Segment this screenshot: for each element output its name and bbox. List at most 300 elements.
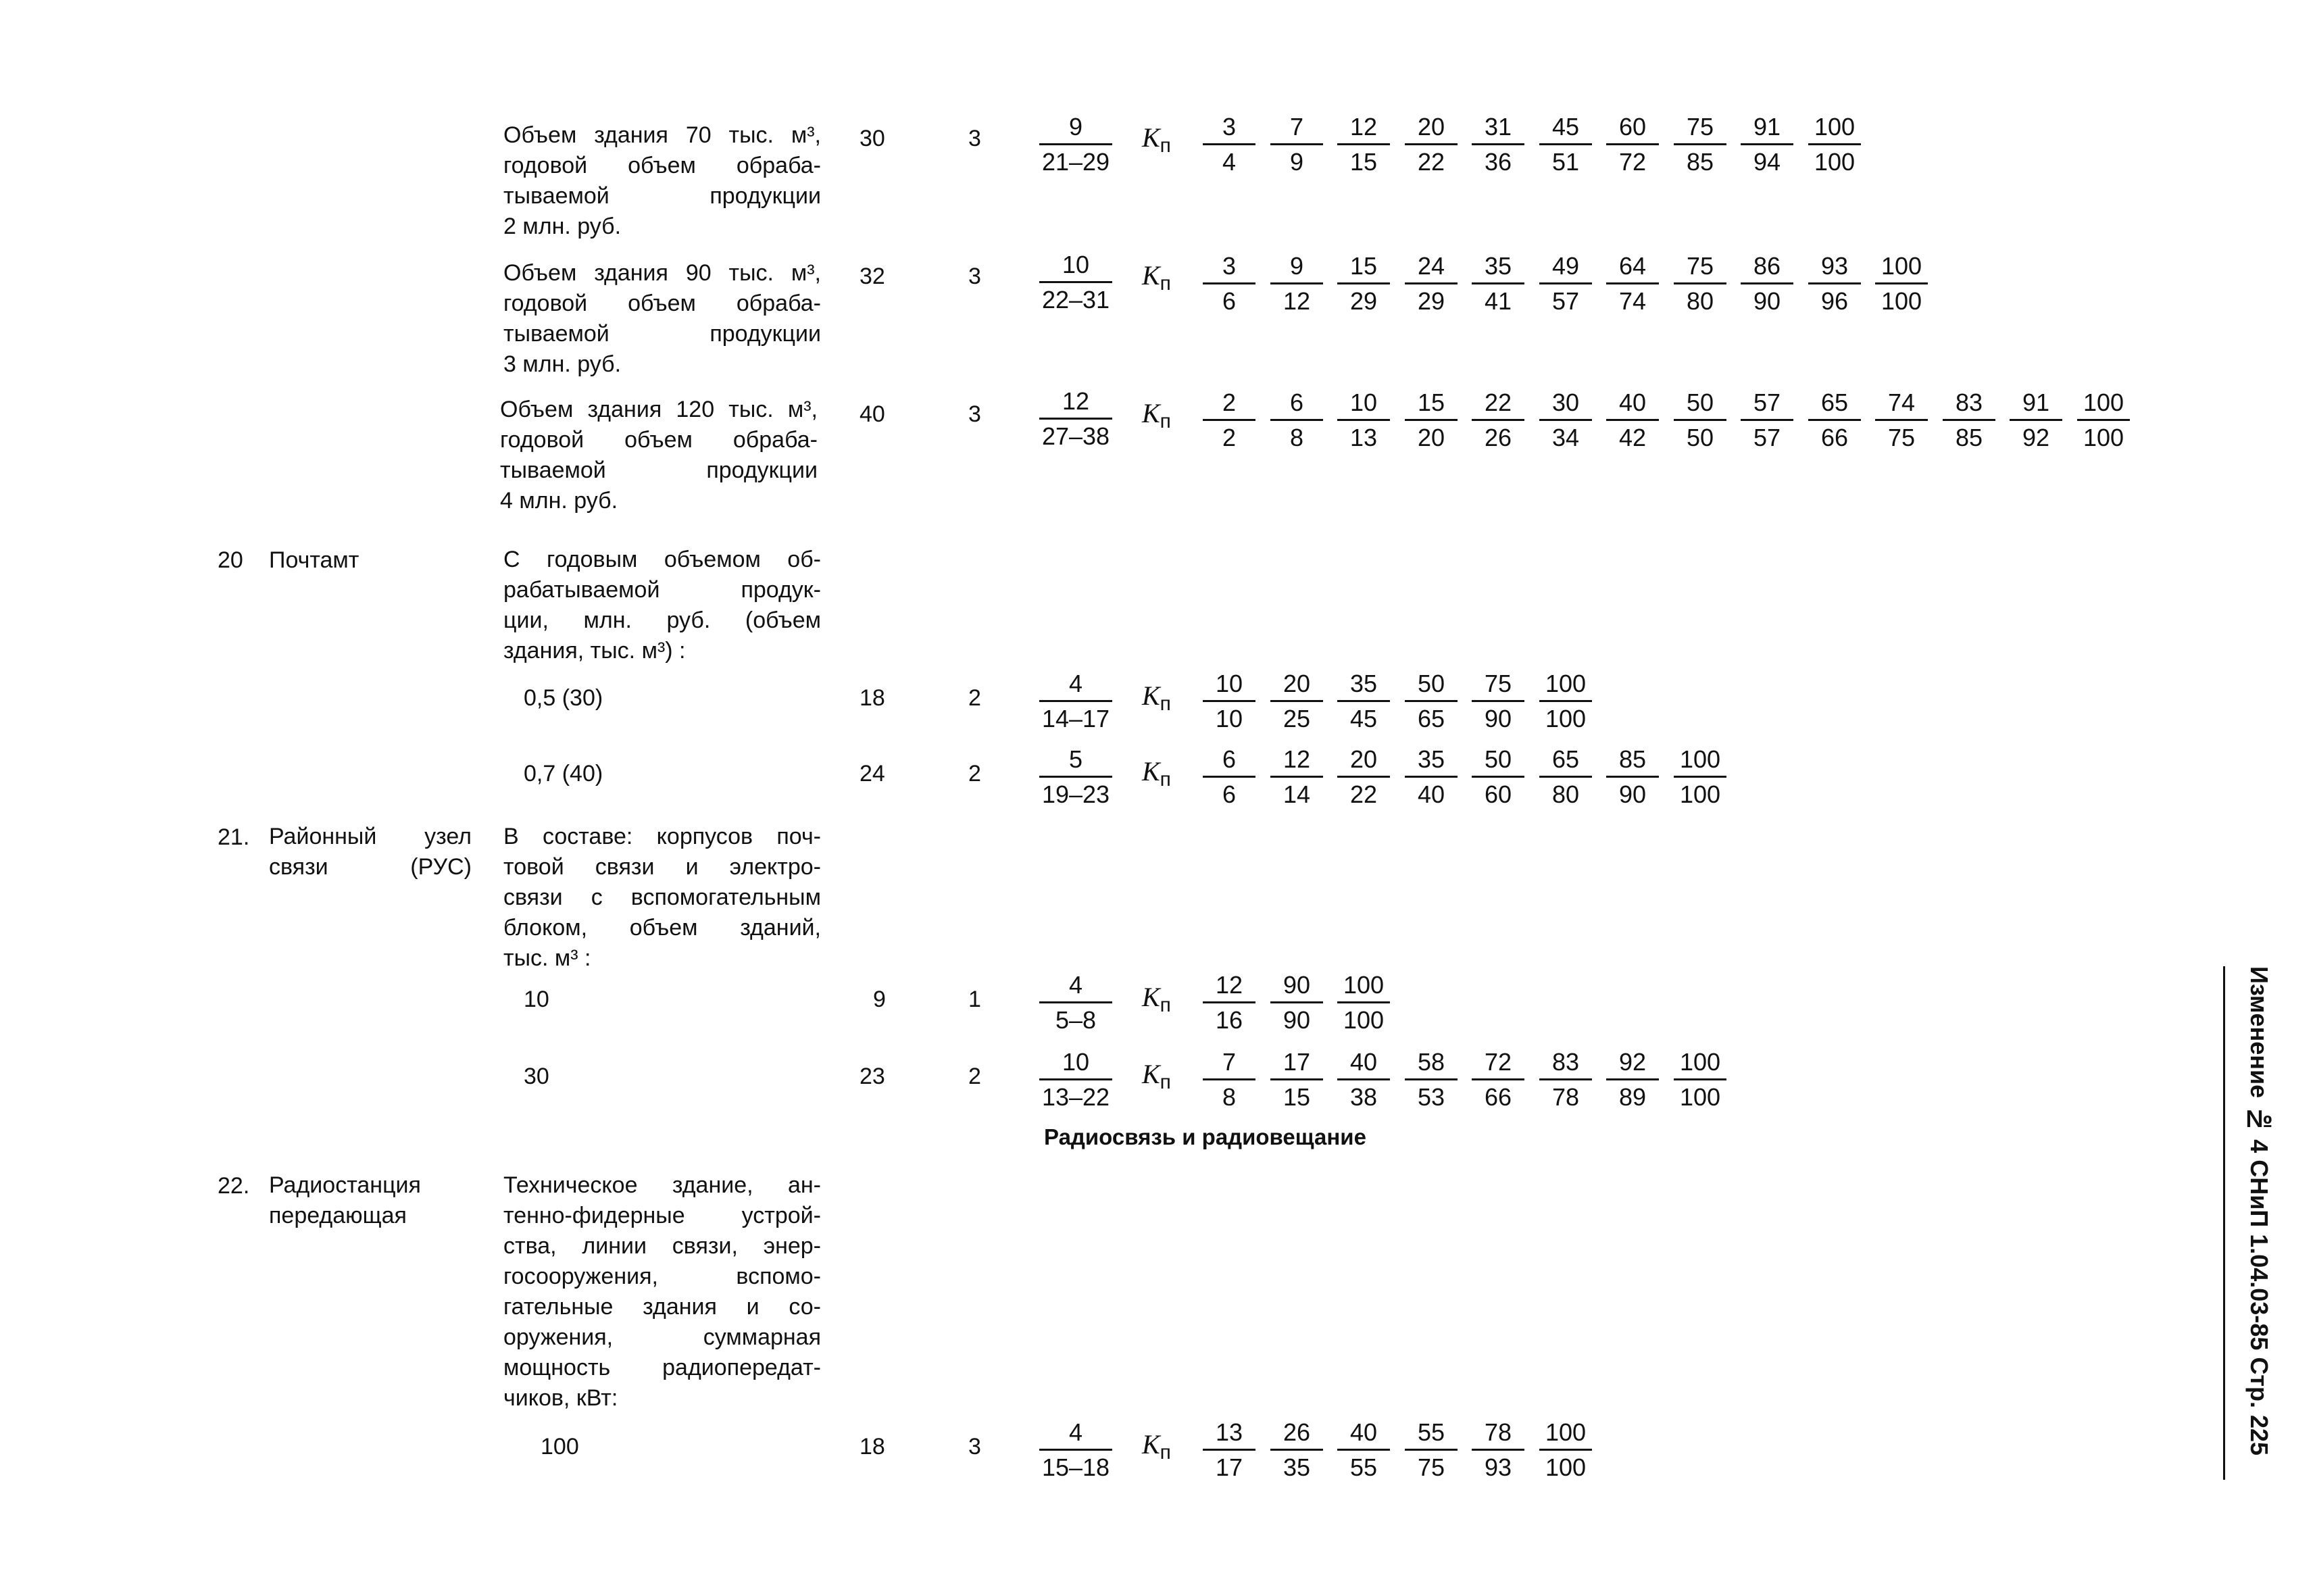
coefficient-fraction bbox=[1199, 970, 1260, 1035]
coefficient-fraction bbox=[1535, 669, 1596, 734]
desc-line: тываемой продукции bbox=[503, 321, 821, 347]
value-col-2: 3 bbox=[968, 1434, 981, 1460]
value-col-1: 24 bbox=[860, 761, 885, 787]
coefficient-fraction bbox=[1670, 388, 1731, 453]
coefficient-fraction bbox=[1468, 251, 1528, 316]
fraction-denominator: 80 bbox=[1551, 780, 1580, 808]
desc-line: оружения, суммарная bbox=[503, 1324, 821, 1350]
desc-line: товой связи и электро- bbox=[503, 854, 821, 880]
fraction-numerator: 58 bbox=[1417, 1048, 1445, 1076]
fraction-numerator: 20 bbox=[1349, 745, 1378, 773]
fraction-denominator: 100 bbox=[1679, 780, 1721, 808]
fraction-denominator: 4 bbox=[1222, 148, 1237, 176]
coefficient-fraction bbox=[2073, 388, 2134, 453]
fraction-denominator: 57 bbox=[1551, 287, 1580, 315]
fraction-denominator: 100 bbox=[1679, 1083, 1721, 1111]
desc-line: В составе: корпусов поч- bbox=[503, 824, 821, 849]
fraction-numerator: 100 bbox=[1881, 252, 1922, 280]
fraction-denominator: 85 bbox=[1955, 424, 1983, 451]
coefficient-fraction bbox=[1266, 745, 1327, 809]
item-number: 20 bbox=[218, 547, 243, 573]
fraction-denominator: 25 bbox=[1283, 705, 1311, 732]
fraction-denominator: 27–38 bbox=[1041, 422, 1110, 450]
fraction-denominator: 42 bbox=[1618, 424, 1647, 451]
side-label: Изменение № 4 СНиП 1.04.03-85 Стр. 225 bbox=[2245, 966, 2273, 1456]
coefficient-fraction bbox=[1670, 745, 1731, 809]
fraction-numerator: 20 bbox=[1417, 113, 1445, 141]
fraction-numerator: 100 bbox=[1545, 670, 1587, 697]
fraction-numerator: 35 bbox=[1349, 670, 1378, 697]
fraction-numerator: 72 bbox=[1484, 1048, 1512, 1076]
desc-line: годовой объем обраба- bbox=[500, 427, 818, 453]
fraction-denominator: 100 bbox=[1545, 705, 1587, 732]
kp-symbol: $К_п$ bbox=[1142, 122, 1171, 157]
coefficient-fraction bbox=[1602, 112, 1663, 177]
fraction-denominator: 90 bbox=[1484, 705, 1512, 732]
desc-line: здания, тыс. м³) : bbox=[503, 638, 686, 664]
fraction-denominator: 90 bbox=[1618, 780, 1647, 808]
fraction-denominator: 21–29 bbox=[1041, 148, 1110, 176]
coefficient-fraction bbox=[1468, 745, 1528, 809]
value-col-1: 30 bbox=[860, 126, 885, 151]
value-col-2: 1 bbox=[968, 987, 981, 1012]
sub-item-value: 30 bbox=[524, 1064, 549, 1089]
fraction-numerator: 22 bbox=[1484, 389, 1512, 416]
coefficient-fraction bbox=[1199, 1047, 1260, 1112]
fraction-numerator: 10 bbox=[1062, 251, 1090, 278]
coefficient-fraction bbox=[1939, 388, 1999, 453]
kp-symbol: $К_п$ bbox=[1142, 680, 1171, 715]
fraction-numerator: 20 bbox=[1283, 670, 1311, 697]
coefficient-fraction bbox=[1199, 745, 1260, 809]
coefficient-fraction bbox=[1266, 251, 1327, 316]
fraction-denominator: 6 bbox=[1222, 780, 1237, 808]
fraction-denominator: 74 bbox=[1618, 287, 1647, 315]
fraction-numerator: 6 bbox=[1289, 389, 1304, 416]
fraction-numerator: 65 bbox=[1551, 745, 1580, 773]
desc-line: рабатываемой продук- bbox=[503, 577, 821, 603]
fraction-denominator: 100 bbox=[1814, 148, 1856, 176]
fraction-numerator: 15 bbox=[1349, 252, 1378, 280]
fraction-numerator: 7 bbox=[1222, 1048, 1237, 1076]
desc-line: тываемой продукции bbox=[503, 183, 821, 209]
fraction-denominator: 9 bbox=[1289, 148, 1304, 176]
coefficient-fraction bbox=[1535, 745, 1596, 809]
fraction-denominator: 29 bbox=[1349, 287, 1378, 315]
section-heading: Радиосвязь и радиовещание bbox=[1044, 1124, 1366, 1149]
value-col-2: 2 bbox=[968, 685, 981, 711]
coefficient-fraction bbox=[1737, 251, 1797, 316]
fraction-numerator: 100 bbox=[1545, 1418, 1587, 1446]
item-name bbox=[269, 1170, 421, 1231]
fraction-denominator: 80 bbox=[1686, 287, 1714, 315]
main-fraction bbox=[1035, 250, 1116, 315]
coefficient-fraction bbox=[1871, 251, 1932, 316]
coefficient-fraction bbox=[1266, 669, 1327, 734]
fraction-denominator: 34 bbox=[1551, 424, 1580, 451]
fraction-numerator: 10 bbox=[1215, 670, 1243, 697]
fraction-denominator: 60 bbox=[1484, 780, 1512, 808]
sub-item-value: 0,7 (40) bbox=[524, 761, 603, 787]
coefficient-fraction bbox=[1199, 112, 1260, 177]
fraction-numerator: 24 bbox=[1417, 252, 1445, 280]
coefficient-fraction bbox=[1670, 1047, 1731, 1112]
desc-line: С годовым объемом об- bbox=[503, 547, 821, 572]
desc-line: Объем здания 120 тыс. м³, bbox=[500, 397, 818, 422]
fraction-numerator: 75 bbox=[1484, 670, 1512, 697]
desc-line: чиков, кВт: bbox=[503, 1385, 618, 1411]
desc-line: Объем здания 70 тыс. м³, bbox=[503, 122, 821, 148]
coefficient-fraction bbox=[1535, 1418, 1596, 1482]
coefficient-fraction bbox=[1401, 388, 1462, 453]
coefficient-fraction bbox=[1602, 1047, 1663, 1112]
coefficient-fraction bbox=[1199, 388, 1260, 453]
row-description bbox=[503, 258, 821, 380]
desc-line: 3 млн. руб. bbox=[503, 351, 622, 377]
coefficient-fraction bbox=[1401, 251, 1462, 316]
fraction-denominator: 29 bbox=[1417, 287, 1445, 315]
fraction-denominator: 15 bbox=[1349, 148, 1378, 176]
fraction-numerator: 3 bbox=[1222, 113, 1237, 141]
fraction-numerator: 12 bbox=[1215, 971, 1243, 999]
coefficient-fraction bbox=[1333, 669, 1394, 734]
fraction-numerator: 30 bbox=[1551, 389, 1580, 416]
coefficient-fraction bbox=[1602, 388, 1663, 453]
item-name: Почтамт bbox=[269, 547, 359, 573]
coefficient-fraction bbox=[1468, 669, 1528, 734]
fraction-numerator: 91 bbox=[1753, 113, 1781, 141]
desc-line: годовой объем обраба- bbox=[503, 153, 821, 178]
desc-line: госооружения, вспомо- bbox=[503, 1264, 821, 1289]
row-description bbox=[503, 545, 821, 666]
fraction-numerator: 13 bbox=[1215, 1418, 1243, 1446]
fraction-numerator: 75 bbox=[1686, 113, 1714, 141]
coefficient-fraction bbox=[2006, 388, 2066, 453]
fraction-numerator: 100 bbox=[2083, 389, 2124, 416]
coefficient-fraction bbox=[1266, 970, 1327, 1035]
coefficient-fraction bbox=[1333, 745, 1394, 809]
coefficient-fraction bbox=[1333, 970, 1394, 1035]
fraction-numerator: 2 bbox=[1222, 389, 1237, 416]
sub-item-value: 10 bbox=[524, 987, 549, 1012]
value-col-1: 23 bbox=[860, 1064, 885, 1089]
fraction-numerator: 83 bbox=[1955, 389, 1983, 416]
fraction-denominator: 19–23 bbox=[1041, 780, 1110, 808]
coefficient-fraction bbox=[1401, 112, 1462, 177]
fraction-denominator: 90 bbox=[1283, 1006, 1311, 1034]
desc-line: ции, млн. руб. (объем bbox=[503, 607, 821, 633]
coefficient-fraction bbox=[1535, 1047, 1596, 1112]
value-col-1: 18 bbox=[860, 1434, 885, 1460]
coefficient-fraction bbox=[1266, 388, 1327, 453]
fraction-numerator: 10 bbox=[1349, 389, 1378, 416]
fraction-denominator: 100 bbox=[1545, 1453, 1587, 1481]
desc-line: тенно-фидерные устрой- bbox=[503, 1203, 821, 1228]
coefficient-fraction bbox=[1804, 112, 1865, 177]
fraction-numerator: 45 bbox=[1551, 113, 1580, 141]
fraction-numerator: 57 bbox=[1753, 389, 1781, 416]
coefficient-fraction bbox=[1266, 1418, 1327, 1482]
main-fraction bbox=[1035, 1047, 1116, 1112]
coefficient-fraction bbox=[1199, 1418, 1260, 1482]
coefficient-fraction bbox=[1535, 388, 1596, 453]
fraction-numerator: 92 bbox=[1618, 1048, 1647, 1076]
coefficient-fraction bbox=[1602, 251, 1663, 316]
desc-line: Объем здания 90 тыс. м³, bbox=[503, 260, 821, 286]
value-col-2: 2 bbox=[968, 1064, 981, 1089]
fraction-numerator: 86 bbox=[1753, 252, 1781, 280]
coefficient-fraction bbox=[1737, 388, 1797, 453]
value-col-2: 3 bbox=[968, 401, 981, 427]
fraction-denominator: 94 bbox=[1753, 148, 1781, 176]
fraction-denominator: 22 bbox=[1349, 780, 1378, 808]
fraction-numerator: 31 bbox=[1484, 113, 1512, 141]
fraction-numerator: 100 bbox=[1343, 971, 1385, 999]
fraction-numerator: 12 bbox=[1349, 113, 1378, 141]
fraction-numerator: 9 bbox=[1289, 252, 1304, 280]
value-col-1: 40 bbox=[860, 401, 885, 427]
fraction-denominator: 50 bbox=[1686, 424, 1714, 451]
kp-symbol: $К_п$ bbox=[1142, 260, 1171, 295]
fraction-numerator: 65 bbox=[1820, 389, 1849, 416]
fraction-denominator: 85 bbox=[1686, 148, 1714, 176]
row-description bbox=[500, 395, 818, 516]
fraction-numerator: 55 bbox=[1417, 1418, 1445, 1446]
fraction-numerator: 15 bbox=[1417, 389, 1445, 416]
fraction-numerator: 78 bbox=[1484, 1418, 1512, 1446]
coefficient-fraction bbox=[1266, 1047, 1327, 1112]
fraction-denominator: 36 bbox=[1484, 148, 1512, 176]
fraction-numerator: 40 bbox=[1349, 1048, 1378, 1076]
desc-line: гательные здания и со- bbox=[503, 1294, 821, 1320]
fraction-numerator: 83 bbox=[1551, 1048, 1580, 1076]
fraction-denominator: 72 bbox=[1618, 148, 1647, 176]
sub-item-value: 100 bbox=[541, 1434, 579, 1460]
desc-line: 2 млн. руб. bbox=[503, 214, 622, 239]
fraction-denominator: 66 bbox=[1484, 1083, 1512, 1111]
fraction-denominator: 35 bbox=[1283, 1453, 1311, 1481]
coefficient-fraction bbox=[1804, 388, 1865, 453]
coefficient-fraction bbox=[1535, 112, 1596, 177]
fraction-numerator: 93 bbox=[1820, 252, 1849, 280]
fraction-numerator: 9 bbox=[1068, 113, 1083, 141]
coefficient-fraction bbox=[1535, 251, 1596, 316]
fraction-denominator: 15 bbox=[1283, 1083, 1311, 1111]
coefficient-fraction bbox=[1199, 251, 1260, 316]
fraction-numerator: 49 bbox=[1551, 252, 1580, 280]
coefficient-fraction bbox=[1401, 1047, 1462, 1112]
item-name bbox=[269, 822, 472, 882]
fraction-numerator: 5 bbox=[1068, 745, 1083, 773]
item-name-line: Районный узел bbox=[269, 824, 472, 849]
coefficient-fraction bbox=[1333, 251, 1394, 316]
fraction-numerator: 35 bbox=[1417, 745, 1445, 773]
fraction-numerator: 64 bbox=[1618, 252, 1647, 280]
value-col-2: 2 bbox=[968, 761, 981, 787]
main-fraction bbox=[1035, 386, 1116, 451]
fraction-denominator: 100 bbox=[1343, 1006, 1385, 1034]
fraction-denominator: 89 bbox=[1618, 1083, 1647, 1111]
fraction-denominator: 17 bbox=[1215, 1453, 1243, 1481]
desc-line: ства, линии связи, энер- bbox=[503, 1233, 821, 1259]
main-fraction bbox=[1035, 970, 1116, 1035]
fraction-denominator: 92 bbox=[2022, 424, 2050, 451]
fraction-denominator: 22–31 bbox=[1041, 286, 1110, 314]
value-col-2: 3 bbox=[968, 264, 981, 289]
item-name-line: Радиостанция bbox=[269, 1172, 421, 1198]
fraction-numerator: 35 bbox=[1484, 252, 1512, 280]
fraction-denominator: 10 bbox=[1215, 705, 1243, 732]
fraction-denominator: 12 bbox=[1283, 287, 1311, 315]
fraction-numerator: 75 bbox=[1686, 252, 1714, 280]
fraction-denominator: 40 bbox=[1417, 780, 1445, 808]
coefficient-fraction bbox=[1333, 388, 1394, 453]
desc-line: блоком, объем зданий, bbox=[503, 915, 821, 941]
coefficient-fraction bbox=[1804, 251, 1865, 316]
fraction-denominator: 45 bbox=[1349, 705, 1378, 732]
fraction-denominator: 38 bbox=[1349, 1083, 1378, 1111]
item-number: 22. bbox=[218, 1173, 250, 1199]
fraction-numerator: 74 bbox=[1887, 389, 1916, 416]
sub-item-value: 0,5 (30) bbox=[524, 685, 603, 711]
coefficient-fraction bbox=[1468, 1418, 1528, 1482]
fraction-numerator: 40 bbox=[1618, 389, 1647, 416]
fraction-denominator: 8 bbox=[1289, 424, 1304, 451]
fraction-denominator: 26 bbox=[1484, 424, 1512, 451]
fraction-denominator: 75 bbox=[1417, 1453, 1445, 1481]
fraction-numerator: 10 bbox=[1062, 1048, 1090, 1076]
value-col-2: 3 bbox=[968, 126, 981, 151]
item-name-line: передающая bbox=[269, 1203, 407, 1228]
fraction-numerator: 85 bbox=[1618, 745, 1647, 773]
desc-line: 4 млн. руб. bbox=[500, 488, 618, 514]
desc-line: тываемой продукции bbox=[500, 457, 818, 483]
coefficient-fraction bbox=[1266, 112, 1327, 177]
fraction-numerator: 6 bbox=[1222, 745, 1237, 773]
kp-symbol: $К_п$ bbox=[1142, 1059, 1171, 1093]
fraction-denominator: 6 bbox=[1222, 287, 1237, 315]
fraction-numerator: 40 bbox=[1349, 1418, 1378, 1446]
fraction-denominator: 53 bbox=[1417, 1083, 1445, 1111]
fraction-numerator: 3 bbox=[1222, 252, 1237, 280]
desc-line: Техническое здание, ан- bbox=[503, 1172, 821, 1198]
desc-line: связи с вспомогательным bbox=[503, 884, 821, 910]
coefficient-fraction bbox=[1401, 1418, 1462, 1482]
fraction-numerator: 4 bbox=[1068, 1418, 1083, 1446]
fraction-numerator: 4 bbox=[1068, 670, 1083, 697]
row-description bbox=[503, 822, 821, 974]
fraction-numerator: 17 bbox=[1283, 1048, 1311, 1076]
coefficient-fraction bbox=[1401, 745, 1462, 809]
main-fraction bbox=[1035, 1418, 1116, 1482]
fraction-denominator: 13 bbox=[1349, 424, 1378, 451]
coefficient-fraction bbox=[1670, 112, 1731, 177]
fraction-denominator: 57 bbox=[1753, 424, 1781, 451]
fraction-numerator: 100 bbox=[1814, 113, 1856, 141]
fraction-denominator: 8 bbox=[1222, 1083, 1237, 1111]
fraction-denominator: 5–8 bbox=[1055, 1006, 1097, 1034]
value-col-1: 32 bbox=[860, 264, 885, 289]
fraction-numerator: 100 bbox=[1679, 1048, 1721, 1076]
fraction-denominator: 22 bbox=[1417, 148, 1445, 176]
coefficient-fraction bbox=[1871, 388, 1932, 453]
fraction-numerator: 4 bbox=[1068, 971, 1083, 999]
fraction-denominator: 75 bbox=[1887, 424, 1916, 451]
fraction-numerator: 50 bbox=[1686, 389, 1714, 416]
kp-symbol: $К_п$ bbox=[1142, 982, 1171, 1016]
coefficient-fraction bbox=[1468, 388, 1528, 453]
desc-line: мощность радиопередат- bbox=[503, 1355, 821, 1380]
fraction-numerator: 91 bbox=[2022, 389, 2050, 416]
fraction-numerator: 12 bbox=[1062, 387, 1090, 415]
fraction-denominator: 14 bbox=[1283, 780, 1311, 808]
fraction-denominator: 20 bbox=[1417, 424, 1445, 451]
coefficient-fraction bbox=[1333, 1047, 1394, 1112]
coefficient-fraction bbox=[1468, 112, 1528, 177]
kp-symbol: $К_п$ bbox=[1142, 756, 1171, 791]
fraction-denominator: 100 bbox=[2083, 424, 2124, 451]
coefficient-fraction bbox=[1737, 112, 1797, 177]
fraction-denominator: 15–18 bbox=[1041, 1453, 1110, 1481]
fraction-numerator: 7 bbox=[1289, 113, 1304, 141]
coefficient-fraction bbox=[1333, 1418, 1394, 1482]
fraction-denominator: 65 bbox=[1417, 705, 1445, 732]
fraction-denominator: 96 bbox=[1820, 287, 1849, 315]
fraction-denominator: 16 bbox=[1215, 1006, 1243, 1034]
desc-line: тыс. м³ : bbox=[503, 945, 591, 971]
value-col-1: 9 bbox=[873, 987, 886, 1012]
coefficient-fraction bbox=[1602, 745, 1663, 809]
main-fraction bbox=[1035, 112, 1116, 177]
fraction-numerator: 50 bbox=[1417, 670, 1445, 697]
side-rule bbox=[2223, 966, 2225, 1480]
kp-symbol: $К_п$ bbox=[1142, 398, 1171, 432]
item-number: 21. bbox=[218, 824, 250, 850]
fraction-numerator: 50 bbox=[1484, 745, 1512, 773]
fraction-denominator: 14–17 bbox=[1041, 705, 1110, 732]
fraction-numerator: 90 bbox=[1283, 971, 1311, 999]
coefficient-fraction bbox=[1333, 112, 1394, 177]
fraction-numerator: 60 bbox=[1618, 113, 1647, 141]
fraction-denominator: 51 bbox=[1551, 148, 1580, 176]
fraction-denominator: 93 bbox=[1484, 1453, 1512, 1481]
coefficient-fraction bbox=[1670, 251, 1731, 316]
row-description bbox=[503, 120, 821, 242]
main-fraction bbox=[1035, 669, 1116, 734]
value-col-1: 18 bbox=[860, 685, 885, 711]
side-running-header bbox=[2223, 966, 2277, 1480]
fraction-denominator: 100 bbox=[1881, 287, 1922, 315]
fraction-denominator: 90 bbox=[1753, 287, 1781, 315]
fraction-denominator: 41 bbox=[1484, 287, 1512, 315]
fraction-numerator: 26 bbox=[1283, 1418, 1311, 1446]
kp-symbol: $К_п$ bbox=[1142, 1429, 1171, 1464]
fraction-denominator: 78 bbox=[1551, 1083, 1580, 1111]
coefficient-fraction bbox=[1401, 669, 1462, 734]
fraction-denominator: 2 bbox=[1222, 424, 1237, 451]
coefficient-fraction bbox=[1468, 1047, 1528, 1112]
fraction-numerator: 100 bbox=[1679, 745, 1721, 773]
fraction-denominator: 55 bbox=[1349, 1453, 1378, 1481]
desc-line: годовой объем обраба- bbox=[503, 291, 821, 316]
fraction-numerator: 12 bbox=[1283, 745, 1311, 773]
main-fraction bbox=[1035, 745, 1116, 809]
fraction-denominator: 66 bbox=[1820, 424, 1849, 451]
item-name-line: связи (РУС) bbox=[269, 854, 472, 880]
coefficient-fraction bbox=[1199, 669, 1260, 734]
row-description bbox=[503, 1170, 821, 1414]
fraction-denominator: 13–22 bbox=[1041, 1083, 1110, 1111]
